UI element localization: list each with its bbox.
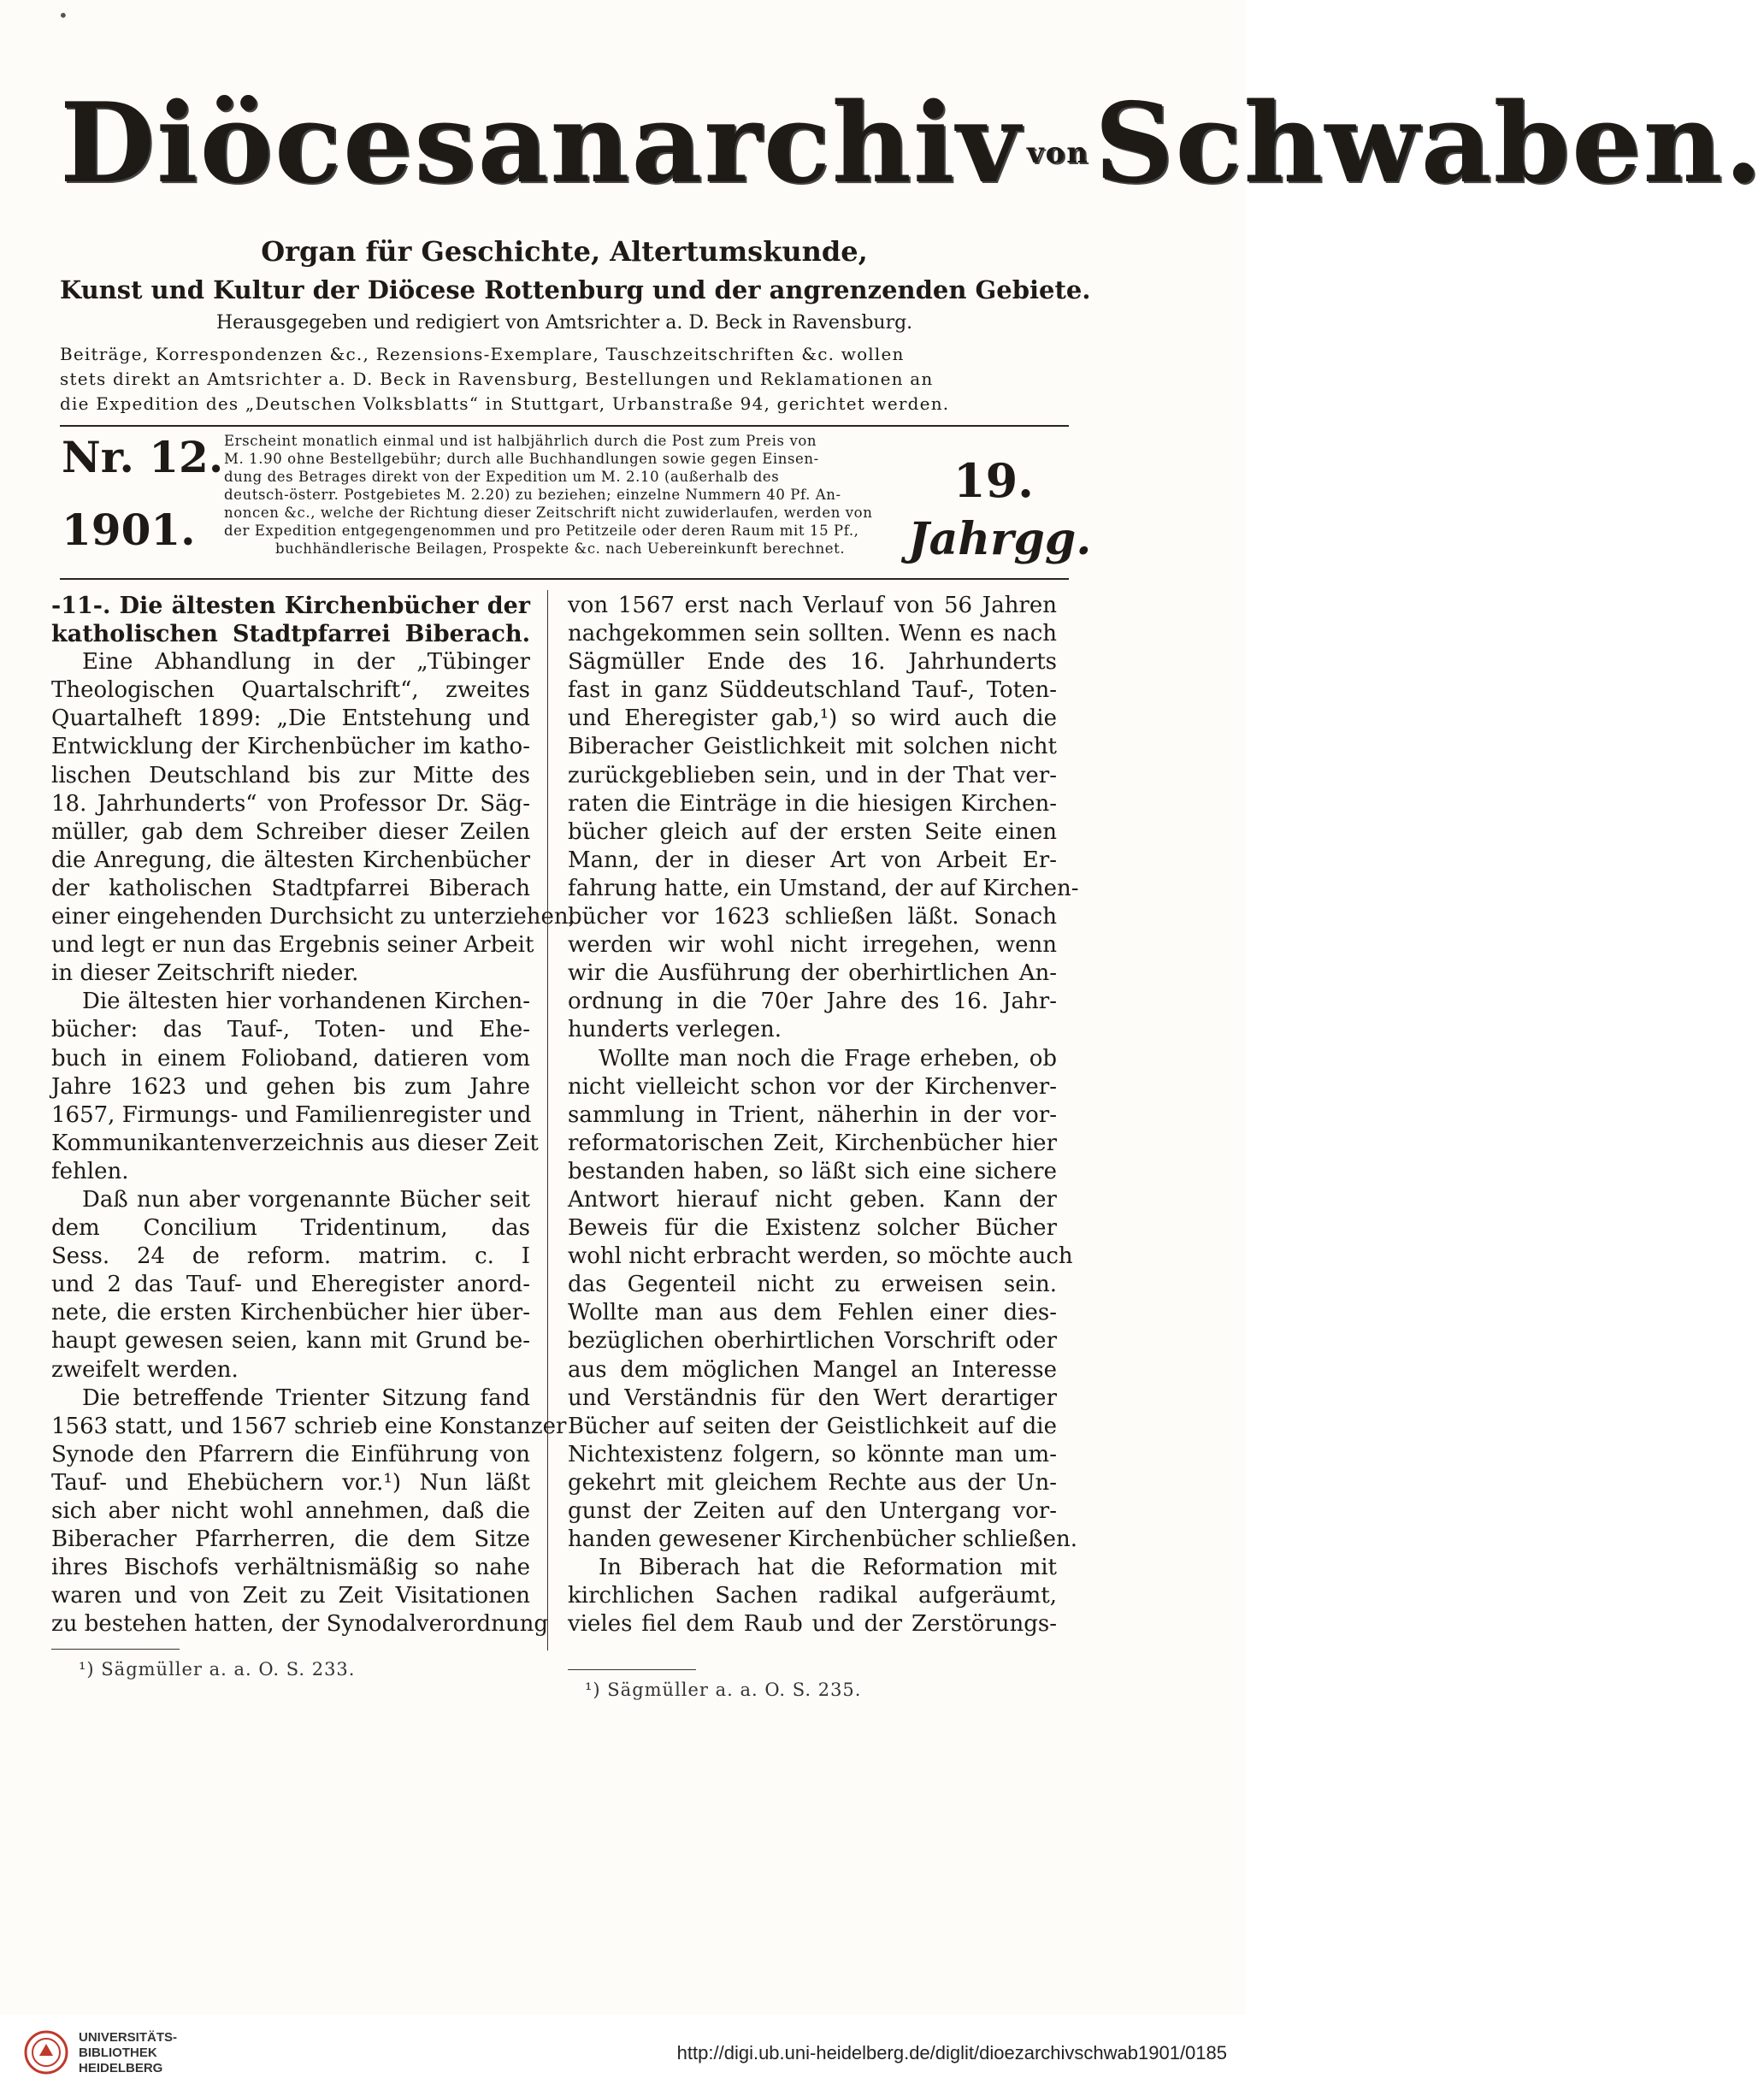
text-line: einer eingehenden Durchsicht zu unterziehen, (51, 904, 575, 930)
text-line: Beweis für die Existenz solcher Bücher (568, 1215, 1057, 1242)
text-line: zurückgeblieben sein, und in der That ver- (568, 762, 1057, 788)
text-line: fehlen. (51, 1158, 129, 1184)
info-line: Erscheint monatlich einmal und ist halbjährlich durch die Post zum Preis von (224, 433, 817, 449)
footnote-rule-left (51, 1649, 180, 1650)
text-line: ordnung in die 70er Jahre des 16. Jahr- (568, 989, 1057, 1015)
text-line: Nichtexistenz folgern, so könnte man um- (568, 1441, 1057, 1467)
text-line: bücher gleich auf der ersten Seite einen (568, 818, 1057, 845)
logo-line: HEIDELBERG (79, 2061, 163, 2075)
library-logo-text (79, 2030, 177, 2076)
text-line: Die ältesten hier vorhandenen Kirchen- (82, 989, 530, 1015)
volume-label: Jahrgg. (908, 513, 1092, 565)
text-line: Daß nun aber vorgenannte Bücher seit (82, 1186, 530, 1213)
issue-number: Nr. 12. (62, 432, 224, 482)
issue-year: 1901. (62, 505, 196, 555)
text-line: das Gegenteil nicht zu erweisen sein. (568, 1272, 1057, 1298)
text-line: Wollte man aus dem Fehlen einer dies- (568, 1300, 1057, 1326)
contributions-notice (60, 342, 1069, 416)
text-line: wir die Ausführung der oberhirtlichen An- (568, 960, 1057, 987)
text-line: lischen Deutschland bis zur Mitte des (51, 762, 530, 788)
text-line: und Eheregister gab,¹) so wird auch die (568, 706, 1057, 732)
text-line: Tauf- und Ehebüchern vor.¹) Nun läßt (51, 1469, 530, 1496)
article-column-left (51, 592, 575, 1638)
info-line: deutsch-österr. Postgebietes M. 2.20) zu beziehen; einzelne Nummern 40 Pf. An- (224, 487, 841, 503)
text-line: Antwort hierauf nicht geben. Kann der (568, 1186, 1057, 1213)
text-line: Synode den Pfarrern die Einführung von (51, 1441, 530, 1467)
contrib-line: stets direkt an Amtsrichter a. D. Beck in Ravensburg, Bestellungen und Reklamationen an (60, 369, 934, 389)
subtitle-line3: Herausgegeben und redigiert von Amtsrichter a. D. Beck in Ravensburg. (215, 312, 913, 334)
text-line: Eine Abhandlung in der „Tübinger (82, 649, 530, 676)
text-line: und Verständnis für den Wert derartiger (568, 1384, 1057, 1411)
text-line: dem Concilium Tridentinum, das (51, 1215, 530, 1242)
text-line: Die betreffende Trienter Sitzung fand (82, 1384, 530, 1411)
text-line: bücher vor 1623 schließen läßt. Sonach (568, 904, 1057, 930)
text-line: hunderts verlegen. (568, 1017, 782, 1043)
text-line: werden wir wohl nicht irregehen, wenn (568, 932, 1057, 959)
text-line: ihres Bischofs verhältnismäßig so nahe (51, 1555, 530, 1581)
text-line: In Biberach hat die Reformation mit (599, 1555, 1057, 1581)
text-line: aus dem möglichen Mangel an Interesse (568, 1356, 1057, 1383)
text-line: buch in einem Folioband, datieren vom (51, 1045, 530, 1072)
info-line: dung des Betrages direkt von der Expedition um M. 2.10 (außerhalb des (224, 469, 780, 485)
text-line: von 1567 erst nach Verlauf von 56 Jahren (568, 593, 1057, 618)
text-line: fahrung hatte, ein Umstand, der auf Kirchen- (568, 875, 1079, 901)
article-heading: katholischen Stadtpfarrei Biberach. (51, 621, 530, 648)
text-line: bestanden haben, so läßt sich eine sichere (568, 1158, 1057, 1184)
text-line: die Anregung, die ältesten Kirchenbücher (51, 847, 530, 873)
title-part2: Schwaben. (1094, 80, 1764, 208)
text-line: handen gewesener Kirchenbücher schließen. (568, 1526, 1078, 1553)
text-line: gunst der Zeiten auf den Untergang vor- (568, 1498, 1057, 1524)
text-line: Theologischen Quartalschrift“, zweites (51, 677, 530, 704)
info-line: M. 1.90 ohne Bestellgebühr; durch alle Buchhandlungen sowie gegen Einsen- (224, 451, 819, 467)
text-line: und legt er nun das Ergebnis seiner Arbeit (51, 932, 534, 959)
text-line: und 2 das Tauf- und Eheregister anord- (51, 1272, 530, 1298)
subscription-info (224, 432, 900, 558)
text-line: vieles fiel dem Raub und der Zerstörungs- (568, 1611, 1057, 1638)
volume-number: 19. (953, 453, 1034, 508)
info-line: noncen &c., welche der Richtung dieser Zeitschrift nicht zuwiderlaufen, werden von (224, 505, 873, 521)
text-line: Jahre 1623 und gehen bis zum Jahre (51, 1073, 530, 1100)
contrib-line: Beiträge, Korrespondenzen &c., Rezensions-Exemplare, Tauschzeitschriften &c. wollen (60, 344, 905, 364)
text-line: der katholischen Stadtpfarrei Biberach (51, 875, 530, 901)
text-line: Wollte man noch die Frage erheben, ob (599, 1045, 1057, 1072)
logo-line: BIBLIOTHEK (79, 2046, 157, 2060)
text-line: Sess. 24 de reform. matrim. c. I (51, 1243, 530, 1270)
text-line: bücher: das Tauf-, Toten- und Ehe- (51, 1017, 530, 1043)
logo-line: UNIVERSITÄTS- (79, 2030, 178, 2045)
subtitle-line1: Organ für Geschichte, Altertumskunde, (261, 235, 868, 268)
text-line: nachgekommen sein sollten. Wenn es nach (568, 621, 1057, 647)
text-line: sammlung in Trient, näherhin in der vor- (568, 1101, 1057, 1128)
info-line: der Expedition entgegengenommen und pro Petitzeile oder deren Raum mit 15 Pf., (224, 522, 859, 539)
text-line: reformatorischen Zeit, Kirchenbücher hier (568, 1130, 1057, 1156)
text-line: Entwicklung der Kirchenbücher im katho- (51, 734, 530, 760)
text-line: in dieser Zeitschrift nieder. (51, 960, 359, 987)
article-column-right (568, 592, 1079, 1638)
column-divider (547, 590, 548, 1650)
title-von: von (1026, 136, 1089, 170)
text-line: haupt gewesen seien, kann mit Grund be- (51, 1328, 530, 1355)
title-part1: Diöcesanarchiv (60, 80, 1022, 208)
text-line: 1563 statt, und 1567 schrieb eine Konstanzer (51, 1413, 567, 1439)
text-line: raten die Einträge in die hiesigen Kirchen- (568, 790, 1057, 817)
text-line: Biberacher Pfarrherren, die dem Sitze (51, 1526, 530, 1553)
text-line: Mann, der in dieser Art von Arbeit Er- (568, 847, 1057, 873)
text-line: kirchlichen Sachen radikal aufgeräumt, (568, 1583, 1057, 1609)
text-line: Sägmüller Ende des 16. Jahrhunderts (568, 649, 1057, 676)
text-line: bezüglichen oberhirtlichen Vorschrift oder (568, 1328, 1057, 1355)
text-line: Bücher auf seiten der Geistlichkeit auf die (568, 1413, 1057, 1439)
university-seal-icon (24, 2030, 68, 2075)
header-rule-top (60, 425, 1069, 427)
header-rule-bottom (60, 578, 1069, 580)
footnote-right: ¹) Sägmüller a. a. O. S. 235. (585, 1680, 862, 1700)
text-line: waren und von Zeit zu Zeit Visitationen (51, 1583, 530, 1609)
subtitle-line2: Kunst und Kultur der Diöcese Rottenburg und der angrenzenden Gebiete. (60, 275, 1091, 304)
text-line: zweifelt werden. (51, 1356, 239, 1383)
masthead (60, 58, 1764, 229)
text-line: Kommunikantenverzeichnis aus dieser Zeit (51, 1130, 539, 1156)
article-heading: -11-. Die ältesten Kirchenbücher der (51, 593, 530, 619)
text-line: 1657, Firmungs- und Familienregister und (51, 1101, 532, 1128)
text-line: fast in ganz Süddeutschland Tauf-, Toten- (568, 677, 1057, 704)
footer-bar (0, 2015, 1246, 2090)
text-line: gekehrt mit gleichem Rechte aus der Un- (568, 1469, 1057, 1496)
contrib-line: die Expedition des „Deutschen Volksblatts“ in Stuttgart, Urbanstraße 94, gerichtet werden. (60, 393, 950, 414)
text-line: Biberacher Geistlichkeit mit solchen nicht (568, 734, 1057, 760)
text-line: wohl nicht erbracht werden, so möchte auch (568, 1243, 1073, 1270)
footnote-rule-right (568, 1669, 696, 1670)
text-line: nete, die ersten Kirchenbücher hier über- (51, 1300, 530, 1326)
text-line: nicht vielleicht schon vor der Kirchenver- (568, 1073, 1057, 1100)
info-line: buchhändlerische Beilagen, Prospekte &c. nach Uebereinkunft berechnet. (275, 540, 846, 557)
text-line: sich aber nicht wohl annehmen, daß die (51, 1498, 530, 1524)
masthead-title (60, 58, 1764, 239)
text-line: Quartalheft 1899: „Die Entstehung und (51, 706, 530, 732)
source-url-link[interactable]: http://digi.ub.uni-heidelberg.de/diglit/dioezarchivschwab1901/0185 (676, 2042, 1227, 2063)
margin-dot: • (58, 5, 68, 26)
text-line: müller, gab dem Schreiber dieser Zeilen (51, 818, 530, 845)
footnote-left: ¹) Sägmüller a. a. O. S. 233. (79, 1659, 356, 1680)
text-line: zu bestehen hatten, der Synodalverordnung (51, 1611, 549, 1638)
text-line: 18. Jahrhunderts“ von Professor Dr. Säg- (51, 790, 530, 817)
